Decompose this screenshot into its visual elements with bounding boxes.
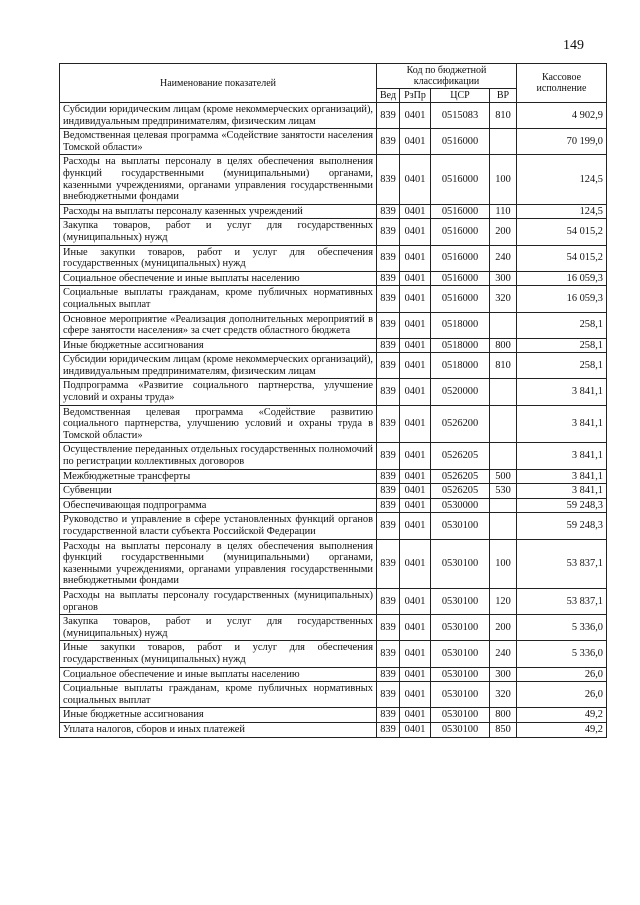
row-csr: 0530100 [431,708,490,723]
row-csr: 0526205 [431,469,490,484]
row-csr: 0530000 [431,498,490,513]
row-ved: 839 [377,443,400,469]
row-csr: 0515083 [431,103,490,129]
row-rzpr: 0401 [400,708,431,723]
row-sum: 258,1 [517,353,607,379]
row-vr [490,498,517,513]
row-csr: 0530100 [431,722,490,737]
row-csr: 0516000 [431,219,490,245]
row-vr: 300 [490,271,517,286]
row-csr: 0516000 [431,129,490,155]
row-csr: 0530100 [431,513,490,539]
table-row [60,338,607,353]
row-ved: 839 [377,513,400,539]
table-row [60,271,607,286]
row-csr: 0530100 [431,682,490,708]
row-vr [490,513,517,539]
row-csr: 0518000 [431,312,490,338]
row-sum: 16 059,3 [517,271,607,286]
table-body [60,103,607,738]
table-row [60,667,607,682]
row-vr: 240 [490,641,517,667]
row-ved: 839 [377,379,400,405]
table-row [60,498,607,513]
row-name: Субсидии юридическим лицам (кроме некоммерческих организаций), индивидуальным предпринимателям, физическим лицам [60,103,377,129]
row-csr: 0530100 [431,667,490,682]
table-row [60,641,607,667]
row-ved: 839 [377,498,400,513]
table-row [60,312,607,338]
table-row [60,155,607,204]
row-vr: 240 [490,245,517,271]
row-name: Расходы на выплаты персоналу государственных (муниципальных) органов [60,588,377,614]
row-ved: 839 [377,271,400,286]
row-csr: 0518000 [431,338,490,353]
row-name: Иные закупки товаров, работ и услуг для обеспечения государственных (муниципальных) нужд [60,641,377,667]
row-vr: 810 [490,103,517,129]
row-ved: 839 [377,588,400,614]
row-sum: 59 248,3 [517,513,607,539]
row-ved: 839 [377,641,400,667]
row-sum: 3 841,1 [517,379,607,405]
table-row [60,513,607,539]
row-rzpr: 0401 [400,539,431,588]
row-rzpr: 0401 [400,588,431,614]
row-sum: 258,1 [517,312,607,338]
row-ved: 839 [377,405,400,443]
row-rzpr: 0401 [400,353,431,379]
row-name: Закупка товаров, работ и услуг для государственных (муниципальных) нужд [60,219,377,245]
table-row [60,405,607,443]
row-vr: 850 [490,722,517,737]
row-vr: 100 [490,155,517,204]
row-name: Социальные выплаты гражданам, кроме публичных нормативных социальных выплат [60,682,377,708]
row-ved: 839 [377,129,400,155]
row-name: Закупка товаров, работ и услуг для государственных (муниципальных) нужд [60,615,377,641]
row-sum: 59 248,3 [517,498,607,513]
row-vr: 320 [490,682,517,708]
row-ved: 839 [377,667,400,682]
row-ved: 839 [377,682,400,708]
row-vr [490,129,517,155]
row-ved: 839 [377,204,400,219]
row-rzpr: 0401 [400,722,431,737]
header-name: Наименование показателей [60,64,377,103]
row-csr: 0526200 [431,405,490,443]
table-header [60,64,607,103]
row-sum: 3 841,1 [517,469,607,484]
table-row [60,103,607,129]
row-rzpr: 0401 [400,469,431,484]
row-sum: 54 015,2 [517,219,607,245]
row-name: Иные бюджетные ассигнования [60,708,377,723]
row-sum: 258,1 [517,338,607,353]
row-name: Расходы на выплаты персоналу казенных учреждений [60,204,377,219]
row-vr: 200 [490,219,517,245]
table-row [60,129,607,155]
row-name: Социальное обеспечение и иные выплаты населению [60,667,377,682]
row-rzpr: 0401 [400,682,431,708]
row-vr: 120 [490,588,517,614]
row-csr: 0526205 [431,443,490,469]
row-sum: 53 837,1 [517,588,607,614]
row-csr: 0516000 [431,286,490,312]
row-name: Ведомственная целевая программа «Содействие занятости населения Томской области» [60,129,377,155]
table-row [60,469,607,484]
row-sum: 5 336,0 [517,615,607,641]
row-csr: 0530100 [431,615,490,641]
row-rzpr: 0401 [400,641,431,667]
row-ved: 839 [377,286,400,312]
row-ved: 839 [377,708,400,723]
row-vr: 200 [490,615,517,641]
row-ved: 839 [377,539,400,588]
row-name: Основное мероприятие «Реализация дополнительных мероприятий в сфере занятости населения» за счет средств областного бюджета [60,312,377,338]
row-name: Расходы на выплаты персоналу в целях обеспечения выполнения функций государственными (муниципальными) органами, казенными учреждениями, органами управления государственными внебюджетными фондами [60,539,377,588]
row-sum: 3 841,1 [517,443,607,469]
table-row [60,588,607,614]
row-csr: 0516000 [431,204,490,219]
row-sum: 26,0 [517,667,607,682]
row-sum: 124,5 [517,204,607,219]
table-row [60,615,607,641]
row-name: Руководство и управление в сфере установленных функций органов государственной власти субъекта Российской Федерации [60,513,377,539]
row-name: Расходы на выплаты персоналу в целях обеспечения выполнения функций государственными (муниципальными) органами, казенными учреждениями, органами управления государственными внебюджетными фондами [60,155,377,204]
row-sum: 16 059,3 [517,286,607,312]
row-vr: 800 [490,338,517,353]
row-name: Осуществление переданных отдельных государственных полномочий по регистрации коллективных договоров [60,443,377,469]
table-row [60,286,607,312]
row-rzpr: 0401 [400,379,431,405]
row-ved: 839 [377,353,400,379]
budget-table [59,63,607,738]
row-sum: 3 841,1 [517,405,607,443]
table-row [60,443,607,469]
row-rzpr: 0401 [400,219,431,245]
row-rzpr: 0401 [400,286,431,312]
row-ved: 839 [377,484,400,499]
row-ved: 839 [377,245,400,271]
row-sum: 54 015,2 [517,245,607,271]
row-rzpr: 0401 [400,204,431,219]
row-rzpr: 0401 [400,129,431,155]
table-row [60,682,607,708]
row-name: Обеспечивающая подпрограмма [60,498,377,513]
row-rzpr: 0401 [400,312,431,338]
row-csr: 0516000 [431,245,490,271]
table-row [60,379,607,405]
row-name: Социальные выплаты гражданам, кроме публичных нормативных социальных выплат [60,286,377,312]
row-ved: 839 [377,615,400,641]
row-sum: 53 837,1 [517,539,607,588]
row-sum: 26,0 [517,682,607,708]
row-name: Подпрограмма «Развитие социального партнерства, улучшение условий и охраны труда» [60,379,377,405]
row-vr: 800 [490,708,517,723]
row-rzpr: 0401 [400,443,431,469]
row-sum: 3 841,1 [517,484,607,499]
table-row [60,353,607,379]
row-ved: 839 [377,219,400,245]
row-csr: 0516000 [431,155,490,204]
row-vr: 810 [490,353,517,379]
header-vr: ВР [490,89,517,103]
row-sum: 4 902,9 [517,103,607,129]
row-csr: 0530100 [431,641,490,667]
row-vr: 100 [490,539,517,588]
row-rzpr: 0401 [400,245,431,271]
row-ved: 839 [377,722,400,737]
row-name: Иные закупки товаров, работ и услуг для обеспечения государственных (муниципальных) нужд [60,245,377,271]
row-rzpr: 0401 [400,498,431,513]
table-row [60,245,607,271]
row-rzpr: 0401 [400,338,431,353]
row-ved: 839 [377,312,400,338]
row-rzpr: 0401 [400,271,431,286]
table-row [60,204,607,219]
page-number: 149 [563,38,584,53]
header-execution: Кассовое исполнение [517,64,607,103]
row-rzpr: 0401 [400,615,431,641]
row-csr: 0530100 [431,539,490,588]
row-name: Иные бюджетные ассигнования [60,338,377,353]
table-row [60,219,607,245]
row-ved: 839 [377,338,400,353]
row-csr: 0530100 [431,588,490,614]
table-row [60,484,607,499]
table-row [60,722,607,737]
row-name: Ведомственная целевая программа «Содействие развитию социального партнерства, улучшению условий и охраны труда в Томской области» [60,405,377,443]
row-vr [490,379,517,405]
header-code-group: Код по бюджетной классификации [377,64,517,89]
row-sum: 124,5 [517,155,607,204]
row-rzpr: 0401 [400,103,431,129]
row-csr: 0518000 [431,353,490,379]
row-csr: 0520000 [431,379,490,405]
row-sum: 70 199,0 [517,129,607,155]
table-row [60,539,607,588]
row-sum: 49,2 [517,708,607,723]
row-rzpr: 0401 [400,484,431,499]
row-vr: 530 [490,484,517,499]
row-vr: 320 [490,286,517,312]
header-ved: Вед [377,89,400,103]
row-sum: 5 336,0 [517,641,607,667]
header-csr: ЦСР [431,89,490,103]
row-rzpr: 0401 [400,155,431,204]
row-ved: 839 [377,103,400,129]
row-name: Уплата налогов, сборов и иных платежей [60,722,377,737]
row-vr: 300 [490,667,517,682]
row-vr [490,312,517,338]
row-csr: 0526205 [431,484,490,499]
row-vr [490,443,517,469]
row-name: Субвенции [60,484,377,499]
row-ved: 839 [377,469,400,484]
row-ved: 839 [377,155,400,204]
row-name: Межбюджетные трансферты [60,469,377,484]
row-name: Социальное обеспечение и иные выплаты населению [60,271,377,286]
row-rzpr: 0401 [400,405,431,443]
header-rzpr: РзПр [400,89,431,103]
row-name: Субсидии юридическим лицам (кроме некоммерческих организаций), индивидуальным предпринимателям, физическим лицам [60,353,377,379]
row-vr: 110 [490,204,517,219]
row-rzpr: 0401 [400,667,431,682]
row-rzpr: 0401 [400,513,431,539]
table-row [60,708,607,723]
row-vr [490,405,517,443]
row-vr: 500 [490,469,517,484]
row-sum: 49,2 [517,722,607,737]
row-csr: 0516000 [431,271,490,286]
